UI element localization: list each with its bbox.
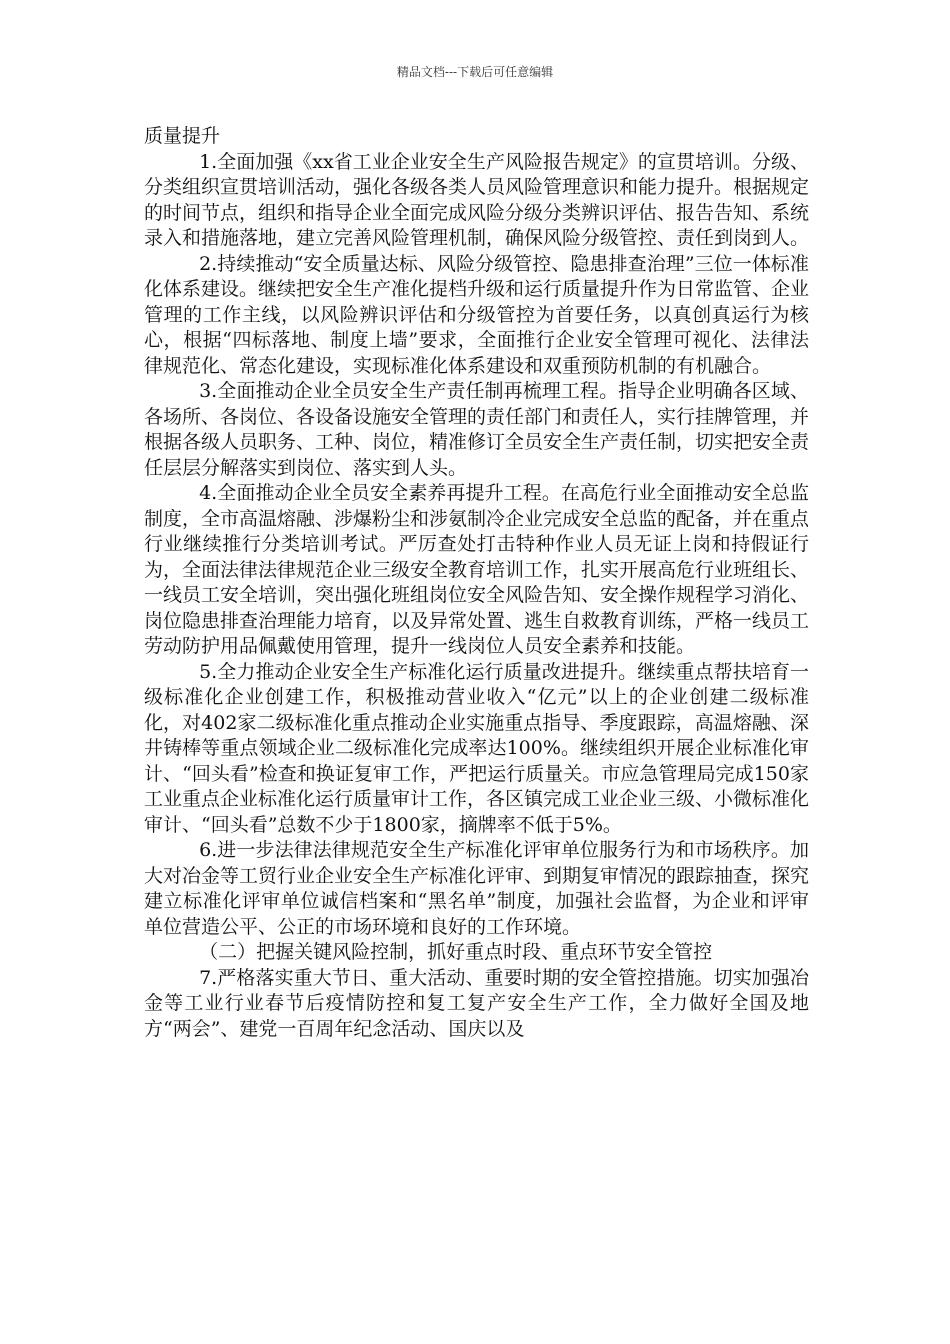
paragraph-5: 5.全力推动企业安全生产标准化运行质量改进提升。继续重点帮扶培育一级标准化企业创建工作，积极推动营业收入“亿元”以上的企业创建二级标准化，对402家二级标准化重点推动企业实施重点指导、季度跟踪，高温熔融、深井铸棒等重点领域企业二级标准化完成率达100%。继续组织开展企业标准化审计、“回头看”检查和换证复审工作，严把运行质量关。市应急管理局完成150家工业重点企业标准化运行质量审计工作，各区镇完成工业企业三级、小微标准化审计、“回头看”总数不少于1800家，摘牌率不低于5%。 [144, 660, 810, 836]
paragraph-6: 6.进一步法律法律规范安全生产标准化评审单位服务行为和市场秩序。加大对冶金等工贸行业企业安全生产标准化评审、到期复审情况的跟踪抽查，探究建立标准化评审单位诚信档案和“黑名单”制度，加强社会监督，为企业和评审单位营造公平、公正的市场环境和良好的工作环境。 [144, 839, 810, 938]
paragraph-4: 4.全面推动企业全员安全素养再提升工程。在高危行业全面推动安全总监制度，全市高温熔融、涉爆粉尘和涉氨制冷企业完成安全总监的配备，并在重点行业继续推行分类培训考试。严厉查处打击特种作业人员无证上岗和持假证行为，全面法律法律规范企业三级安全教育培训工作，扎实开展高危行业班组长、一线员工安全培训，突出强化班组岗位安全风险告知、安全操作规程学习消化、岗位隐患排查治理能力培育，以及异常处置、逃生自救教育训练，严格一线员工劳动防护用品佩戴使用管理，提升一线岗位人员安全素养和技能。 [144, 482, 810, 657]
paragraph-7: 7.严格落实重大节日、重大活动、重要时期的安全管控措施。切实加强冶金等工业行业春节后疫情防控和复工复产安全生产工作，全力做好全国及地方“两会”、建党一百周年纪念活动、国庆以及 [144, 966, 809, 1040]
section-heading: （二）把握关键风险控制，抓好重点时段、重点环节安全管控 [199, 941, 713, 963]
page-header: 精品文档---下载后可任意编辑 [396, 65, 554, 79]
paragraph-2: 2.持续推动“安全质量达标、风险分级管控、隐患排查治理”三位一体标准化体系建设。继续把安全生产准化提档升级和运行质量提升作为日常监管、企业管理的工作主线，以风险辨识评估和分级管控为首要任务，以真创真运行为核心，根据“四标落地、制度上墙”要求，全面推行企业安全管理可视化、法律法律规范化、常态化建设，实现标准化体系建设和双重预防机制的有机融合。 [144, 252, 810, 377]
paragraph-3: 3.全面推动企业全员安全生产责任制再梳理工程。指导企业明确各区域、各场所、各岗位、各设备设施安全管理的责任部门和责任人，实行挂牌管理，并根据各级人员职务、工种、岗位，精准修订全员安全生产责任制，切实把安全责任层层分解落实到岗位、落实到人头。 [144, 380, 810, 479]
section-lead: 质量提升 [144, 125, 221, 147]
paragraph-1: 1.全面加强《xx省工业企业安全生产风险报告规定》的宣贯培训。分级、分类组织宣贯培训活动，强化各级各类人员风险管理意识和能力提升。根据规定的时间节点，组织和指导企业全面完成风险分级分类辨识评估、报告告知、系统录入和措施落地，建立完善风险管理机制，确保风险分级管控、责任到岗到人。 [144, 150, 810, 249]
document-body [144, 124, 809, 1042]
